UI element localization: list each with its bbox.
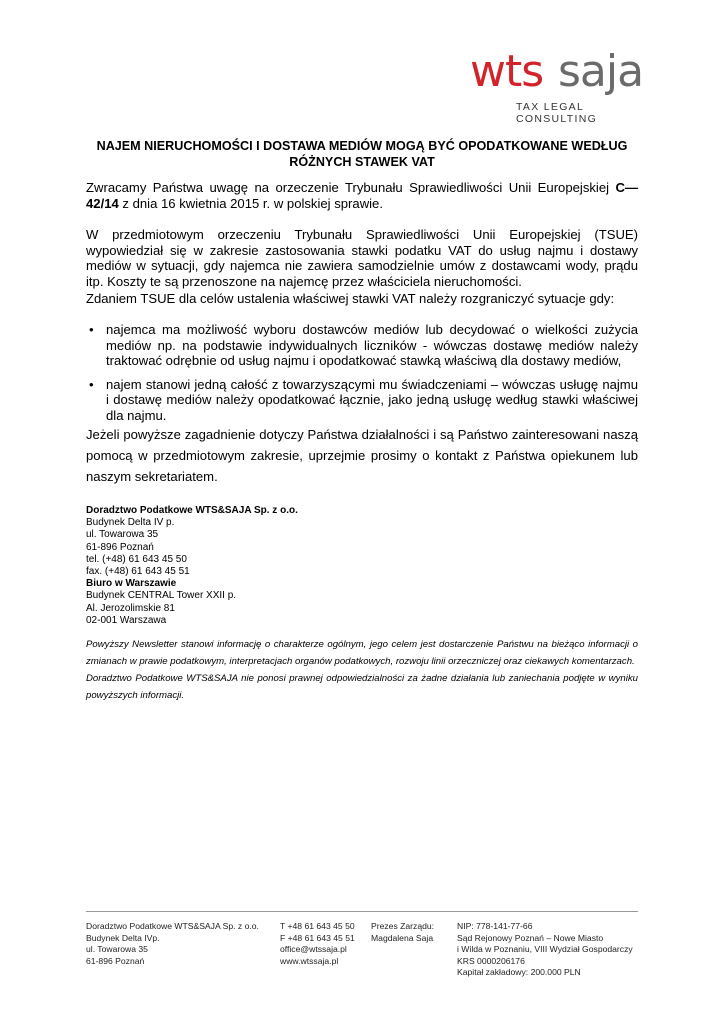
footer-contact-column xyxy=(280,921,355,967)
footer-city: 61-896 Poznań xyxy=(86,955,145,966)
warsaw-office-city: 02-001 Warszawa xyxy=(86,614,167,626)
footer-website-link[interactable]: www.wtssaja.pl xyxy=(280,955,339,966)
warsaw-office-building: Budynek CENTRAL Tower XXII p. xyxy=(86,590,237,602)
case-number: C—42/14 xyxy=(86,180,638,211)
address-city: 61-896 Poznań xyxy=(86,541,154,553)
title-line-2: RÓŻNYCH STAWEK VAT xyxy=(289,155,435,169)
footer-fax: F +48 61 643 45 51 xyxy=(280,932,355,943)
paragraph-ruling: W przedmiotowym orzeczeniu Trybunału Sprawiedliwości Unii Europejskiej (TSUE) wypowiedział się w zakresie zastosowania stawki podatku VAT do usług najmu i dostawy mediów w sytuacji, gdy najemca nie zawiera samodzielnie umów z dostawcami wody, prądu itp. Koszty te są przenoszone na najemcę przez właściciela nieruchomości. xyxy=(86,227,638,289)
footer-company-column xyxy=(86,921,259,967)
bullet-list xyxy=(86,322,638,423)
footer-court-division: i Wilda w Poznaniu, VIII Wydział Gospodarczy xyxy=(457,944,633,954)
address-phone: tel. (+48) 61 643 45 50 xyxy=(86,553,187,565)
intro-text-before: Zwracamy Państwa uwagę na orzeczenie Trybunału Sprawiedliwości Unii Europejskiej xyxy=(86,180,616,195)
footer-court: Sąd Rejonowy Poznań – Nowe Miasto xyxy=(457,932,604,943)
paragraph-contact: Jeżeli powyższe zagadnienie dotyczy Państwa działalności i są Państwo zainteresowani naszą pomocą w przedmiotowym zakresie, uprzejmie prosimy o kontakt z Państwa opiekunem lub naszym sekretariatem. xyxy=(86,427,638,484)
warsaw-office-title: Biuro w Warszawie xyxy=(86,578,177,590)
logo-tagline: TAX LEGAL CONSULTING xyxy=(516,101,598,125)
bullet-icon: • xyxy=(89,322,94,337)
footer-email-link[interactable]: office@wtssaja.pl xyxy=(280,944,347,954)
disclaimer-liability: Doradztwo Podatkowe WTS&SAJA nie ponosi prawnej odpowiedzialności za żadne działania lub zaniechania podjęte w wyniku powyższych informacji. xyxy=(86,673,638,701)
logo-saja-text: saja xyxy=(558,46,644,97)
footer-nip: NIP: 778-141-77-66 xyxy=(457,921,533,931)
wts-saja-logo xyxy=(470,46,644,125)
paragraph-intro xyxy=(86,180,638,211)
address-building: Budynek Delta IV p. xyxy=(86,517,175,529)
bullet-icon: • xyxy=(89,376,94,392)
address-block xyxy=(86,505,298,627)
footer-phone: T +48 61 643 45 50 xyxy=(280,921,355,931)
footer-board-name: Magdalena Saja xyxy=(371,932,434,943)
footer-divider xyxy=(86,911,638,912)
address-street: ul. Towarowa 35 xyxy=(86,529,159,541)
paragraph-tsue-position: Zdaniem TSUE dla celów ustalenia właściwej stawki VAT należy rozgraniczyć sytuacje gdy: xyxy=(86,291,615,306)
disclaimer xyxy=(86,636,638,704)
footer-street: ul. Towarowa 35 xyxy=(86,944,148,954)
bullet-text: najem stanowi jedną całość z towarzyszącymi mu świadczeniami – wówczas usługę najmu i dostawę mediów należy opodatkować łącznie, jako jedną usługę według stawki właściwej dla najmu. xyxy=(106,376,638,423)
logo-wts-text: wts xyxy=(470,46,544,97)
disclaimer-general: Powyższy Newsletter stanowi informację o charakterze ogólnym, jego celem jest dostarczenie Państwu na bieżąco informacji o zmianach w prawie podatkowym, interpretacjach organów podatkowych, rozwoju linii orzeczniczej oraz ciekawych komentarzach. xyxy=(86,639,638,667)
intro-text-after: z dnia 16 kwietnia 2015 r. w polskiej sprawie. xyxy=(118,195,383,211)
warsaw-office-street: Al. Jerozolimskie 81 xyxy=(86,602,175,614)
company-name: Doradztwo Podatkowe WTS&SAJA Sp. z o.o. xyxy=(86,505,298,516)
bullet-text: najemca ma możliwość wyboru dostawców mediów lub decydować o wielkości zużycia mediów np. na podstawie indywidualnych liczników - wówczas dostawę mediów należy traktować odrębnie od usług najmu i opodatkować stawką właściwą dla dostawy mediów, xyxy=(106,322,638,368)
footer-capital: Kapitał zakładowy: 200.000 PLN xyxy=(457,967,581,977)
footer-company-name: Doradztwo Podatkowe WTS&SAJA Sp. z o.o. xyxy=(86,921,259,931)
document-title xyxy=(86,138,638,170)
footer-board-title: Prezes Zarządu: xyxy=(371,921,435,931)
address-fax: fax. (+48) 61 643 45 51 xyxy=(86,566,190,578)
list-item xyxy=(86,377,638,424)
title-line-1: NAJEM NIERUCHOMOŚCI I DOSTAWA MEDIÓW MOGĄ BYĆ OPODATKOWANE WEDŁUG xyxy=(96,139,628,153)
footer-registry-column xyxy=(457,921,633,979)
footer-building: Budynek Delta IVp. xyxy=(86,932,160,943)
footer-krs: KRS 0000206176 xyxy=(457,955,525,966)
footer-board-column xyxy=(371,921,434,944)
list-item xyxy=(86,322,638,369)
